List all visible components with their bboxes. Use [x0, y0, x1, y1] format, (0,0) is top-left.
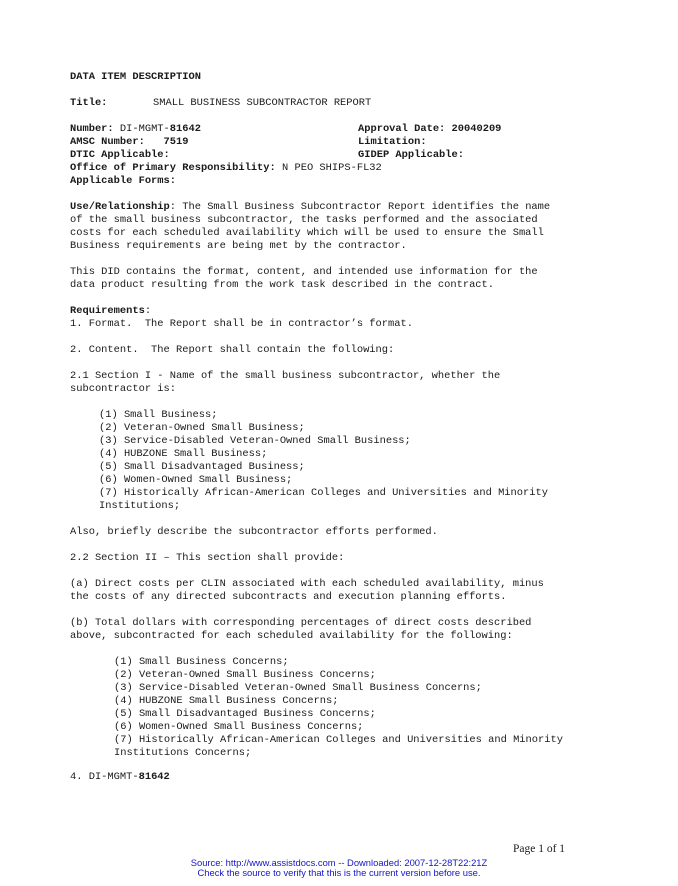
section2-item: (6) Women-Owned Small Business Concerns; — [114, 721, 364, 733]
number-digits: 81642 — [169, 123, 201, 135]
requirements-label: Requirements — [70, 305, 145, 317]
section1-item: (4) HUBZONE Small Business; — [99, 448, 268, 460]
section2-item: (3) Service-Disabled Veteran-Owned Small Business Concerns; — [114, 682, 482, 694]
title-row — [70, 97, 107, 110]
content-line: 2. Content. The Report shall contain the following: — [70, 344, 395, 356]
section2-item: Institutions Concerns; — [114, 747, 252, 759]
number-label: Number: — [70, 123, 114, 135]
dtic-label: DTIC Applicable: — [70, 149, 170, 161]
approval-label: Approval Date: — [358, 123, 446, 135]
b-line-2: above, subcontracted for each scheduled availability for the following: — [70, 630, 513, 642]
section1-item: (7) Historically African-American Colleges and Universities and Minority — [99, 487, 548, 499]
forms-label: Applicable Forms: — [70, 175, 177, 187]
end-prefix: 4. DI-MGMT- — [70, 771, 139, 783]
format-line: 1. Format. The Report shall be in contractor’s format. — [70, 318, 413, 330]
number-prefix: DI-MGMT- — [113, 123, 170, 135]
did-line-1: This DID contains the format, content, and intended use information for the — [70, 266, 538, 278]
opr-value: N PEO SHIPS-FL32 — [275, 162, 382, 174]
section2-item: (5) Small Disadvantaged Business Concerns; — [114, 708, 376, 720]
section2-line: 2.2 Section II – This section shall provide: — [70, 552, 345, 564]
opr-label: Office of Primary Responsibility: — [70, 162, 276, 174]
approval-row — [358, 123, 501, 136]
number-row — [70, 123, 201, 136]
page-number: Page 1 of 1 — [513, 843, 566, 855]
a-line-2: the costs of any directed subcontracts and execution planning efforts. — [70, 591, 507, 603]
verify-note: Check the source to verify that this is the current version before use. — [197, 867, 481, 878]
gidep-label: GIDEP Applicable: — [358, 149, 465, 161]
use-label: Use/Relationship — [70, 201, 170, 213]
title-value: SMALL BUSINESS SUBCONTRACTOR REPORT — [153, 97, 372, 109]
amsc-row — [70, 136, 188, 149]
document-heading: DATA ITEM DESCRIPTION — [70, 71, 201, 83]
requirements-heading — [70, 305, 151, 318]
b-line-1: (b) Total dollars with corresponding percentages of direct costs described — [70, 617, 532, 629]
a-line-1: (a) Direct costs per CLIN associated with each scheduled availability, minus — [70, 578, 544, 590]
section1-item: (5) Small Disadvantaged Business; — [99, 461, 305, 473]
limitation-label: Limitation: — [358, 136, 427, 148]
section2-item: (4) HUBZONE Small Business Concerns; — [114, 695, 339, 707]
section1-item: (3) Service-Disabled Veteran-Owned Small Business; — [99, 435, 411, 447]
section1-item: Institutions; — [99, 500, 181, 512]
use-line-4: Business requirements are being met by the contractor. — [70, 240, 407, 252]
did-line-2: data product resulting from the work task described in the contract. — [70, 279, 495, 291]
amsc-label: AMSC Number: — [70, 136, 145, 148]
section1-line-1: 2.1 Section I - Name of the small business subcontractor, whether the — [70, 370, 501, 382]
use-line-3: costs for each scheduled availability which will be used to ensure the Small — [70, 227, 544, 239]
section1-item: (2) Veteran-Owned Small Business; — [99, 422, 305, 434]
also-line: Also, briefly describe the subcontractor efforts performed. — [70, 526, 438, 538]
use-line-2: of the small business subcontractor, the tasks performed and the associated — [70, 214, 538, 226]
amsc-value: 7519 — [144, 136, 189, 148]
section2-item: (7) Historically African-American Colleges and Universities and Minority — [114, 734, 563, 746]
end-reference — [70, 771, 170, 784]
requirements-colon: : — [144, 305, 152, 317]
section2-item: (2) Veteran-Owned Small Business Concerns; — [114, 669, 376, 681]
section2-item: (1) Small Business Concerns; — [114, 656, 289, 668]
approval-value: 20040209 — [445, 123, 502, 135]
section1-item: (1) Small Business; — [99, 409, 218, 421]
title-label: Title: — [70, 97, 108, 109]
source-link[interactable]: Source: http://www.assistdocs.com -- Downloaded: 2007-12-28T22:21Z — [190, 857, 488, 868]
section1-line-2: subcontractor is: — [70, 383, 177, 395]
section1-item: (6) Women-Owned Small Business; — [99, 474, 293, 486]
end-digits: 81642 — [138, 771, 170, 783]
opr-row — [70, 162, 382, 175]
use-text-1: : The Small Business Subcontractor Report identifies the name — [169, 201, 551, 213]
use-line-1 — [70, 201, 550, 214]
